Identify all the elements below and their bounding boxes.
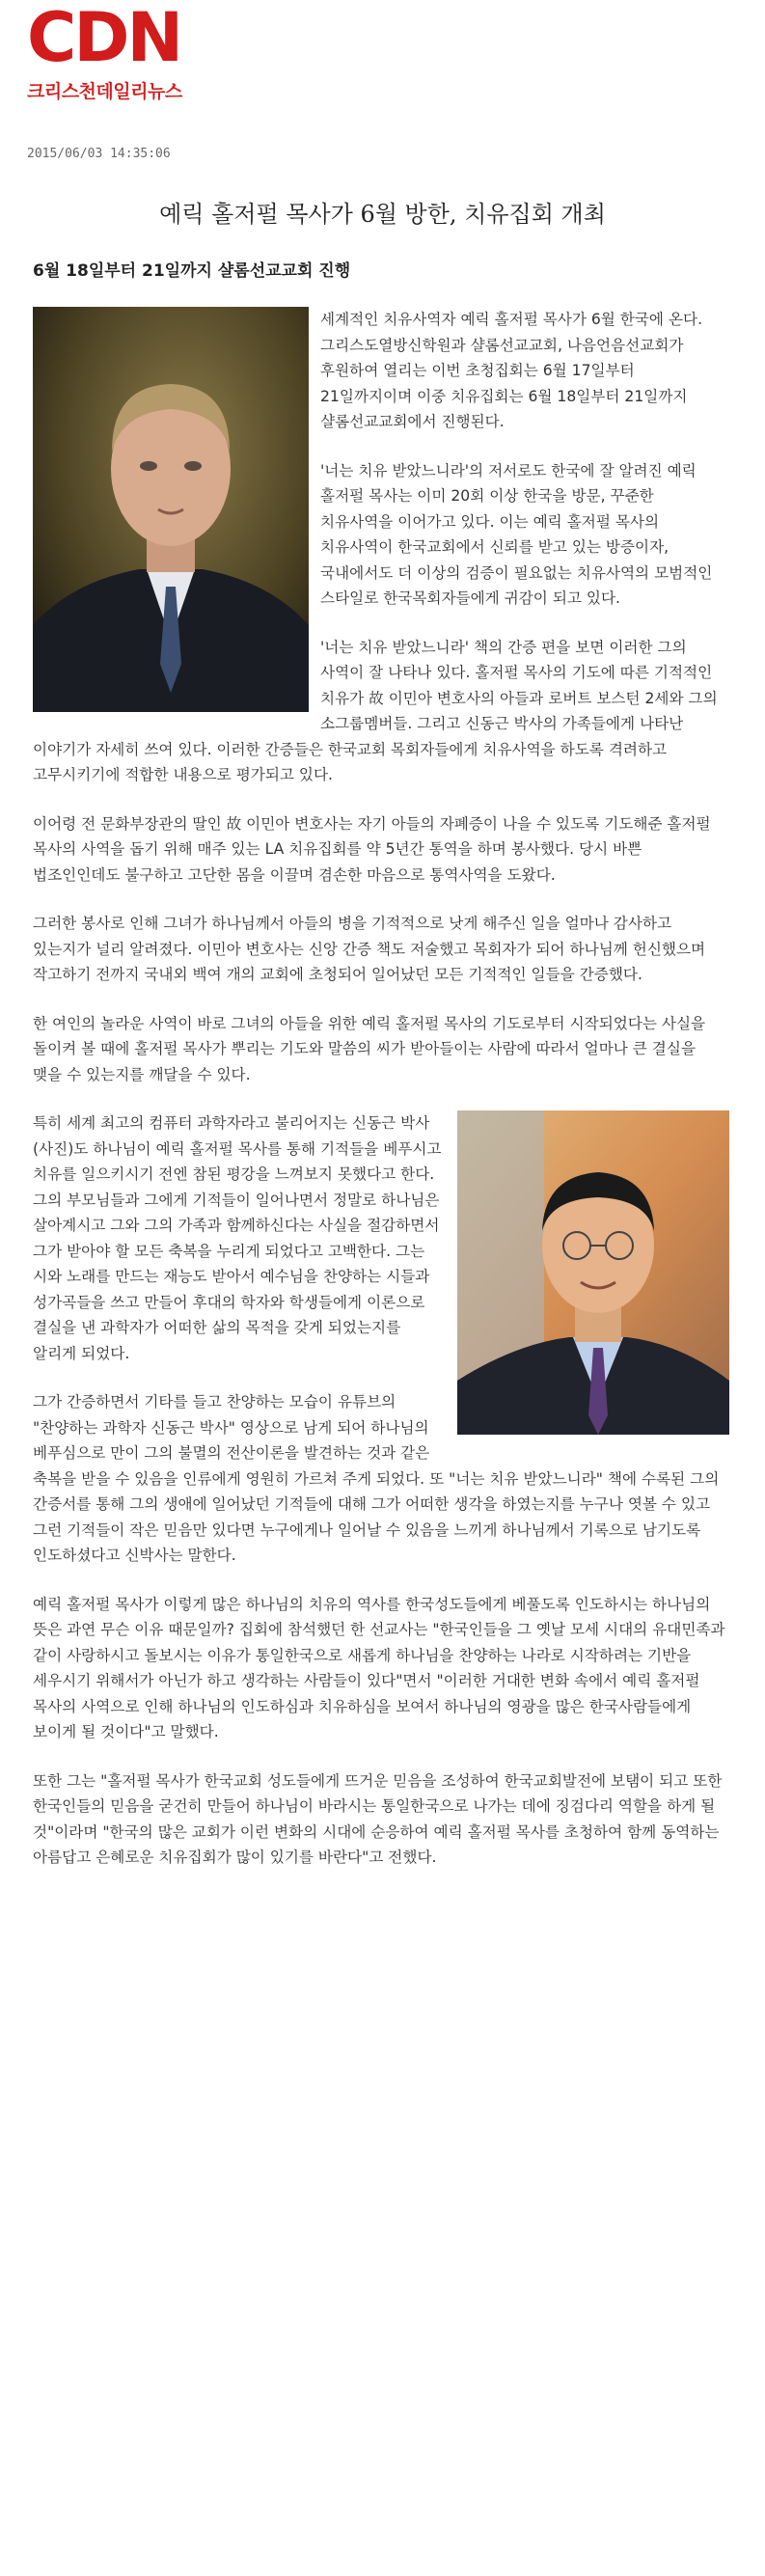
- article-date: 2015/06/03 14:35:06: [27, 147, 171, 161]
- paragraph-8: 그가 간증하면서 기타를 들고 찬양하는 모습이 유튜브의 "찬양하는 과학자 신동근 박사" 영상으로 남게 되어 하나님의 베푸심으로 만이 그의 불멸의 전산이론을 발견하는 것과 같은 축복을 받을 수 있음을 인류에게 영원히 가르쳐 주게 되었다. 또 "너는 치유 받았느니라" 책에 수록된 그의 간증서를 통해 그의 생애에 일어났던 기적들에 대해 그가 어떠한 생각을 하였는지를 누구나 엿볼 수 있고 그런 기적들이 작은 믿음만 있다면 누구에게나 일어날 수 있음을 느끼게 하나님께서 기록으로 남기도록 인도하셨다고 신박사는 말한다.: [33, 1393, 720, 1564]
- article-subhead: 6월 18일부터 21일까지 샬롬선교교회 진행: [33, 261, 351, 281]
- pastor-photo: [33, 307, 309, 712]
- paragraph-9: 예릭 홀저펄 목사가 이렇게 많은 하나님의 치유의 역사를 한국성도들에게 베풀도록 인도하시는 하나님의 뜻은 과연 무슨 이유 때문일까? 집회에 참석했던 한 선교사는 "한국인들을 그 옛날 모세 시대의 유대민족과 같이 사랑하시고 돌보시는 이유가 통일한국으로 새롭게 하나님을 찬양하는 나라로 시작하려는 기반을 세우시기 위해서가 아닌가 하고 생각하는 사람들이 있다"면서 "이러한 거대한 변화 속에서 예릭 홀저펄 목사의 사역으로 인해 하나님의 인도하심과 치유하심을 보여서 하나님의 영광을 많은 한국사람들에게 보이게 될 것이다"고 말했다.: [33, 1595, 725, 1740]
- paragraph-5: 그러한 봉사로 인해 그녀가 하나님께서 아들의 병을 기적적으로 낫게 해주신 일을 얼마나 감사하고 있는지가 널리 알려졌다. 이민아 변호사는 신앙 간증 책도 저술했고 목회자가 되어 하나님께 헌신했으며 작고하기 전까지 국내외 백여 개의 교회에 초청되어 일어났던 모든 기적적인 일들을 간증했다.: [33, 915, 706, 983]
- paragraph-10: 또한 그는 "홀저펄 목사가 한국교회 성도들에게 뜨거운 믿음을 조성하여 한국교회발전에 보탬이 되고 또한 한국인들의 믿음을 굳건히 만들어 하나님이 바라시는 통일한국으로 나가는 데에 징검다리 역할을 하게 될 것"이라며 "한국의 많은 교회가 이런 변화의 시대에 순응하여 예릭 홀저펄 목사를 초청하여 함께 동역하는 아름답고 은혜로운 치유집회가 많이 있기를 바란다"고 전했다.: [33, 1771, 723, 1866]
- paragraph-2: '너는 치유 받았느니라'의 저서로도 한국에 잘 알려진 예릭 홀저펄 목사는 이미 20회 이상 한국을 방문, 꾸준한 치유사역을 이어가고 있다. 이는 예릭 홀저펄 목사의 치유사역이 한국교회에서 신뢰를 받고 있는 방증이자, 국내에서도 더 이상의 검증이 필요없는 치유사역의 모범적인 스타일로 한국목회자들에게 귀감이 되고 있다.: [320, 461, 713, 607]
- dr-shin-photo: [457, 1110, 729, 1435]
- site-logo[interactable]: [27, 0, 182, 103]
- article-body: [33, 307, 729, 1894]
- paragraph-6: 한 여인의 놀라운 사역이 바로 그녀의 아들을 위한 예릭 홀저펄 목사의 기도로부터 시작되었다는 사실을 돌이켜 볼 때에 홀저펄 목사가 뿌리는 기도와 말씀의 씨가 받아들이는 사람에 따라서 얼마나 큰 결실을 맺을 수 있는지를 깨달을 수 있다.: [33, 1014, 706, 1083]
- paragraph-7: 특히 세계 최고의 컴퓨터 과학자라고 불리어지는 신동근 박사(사진)도 하나님이 예릭 홀저펄 목사를 통해 기적들을 베푸시고 치유를 일으키시기 전엔 참된 평강을 느껴보지 못했다고 한다. 그의 부모님들과 그에게 기적들이 일어나면서 정말로 하나님은 살아계시고 그와 그의 가족과 함께하신다는 사실을 절감하면서 그가 받아야 할 모든 축복을 누리게 되었다고 고백한다. 그는 시와 노래를 만드는 재능도 받아서 예수님을 찬양하는 시들과 성가곡들을 쓰고 만들어 후대의 학자와 학생들에게 이론으로 결실을 낸 과학자가 어떠한 삶의 목적을 갖게 되었는지를 알리게 되었다.: [33, 1114, 442, 1362]
- paragraph-4: 이어령 전 문화부장관의 딸인 故 이민아 변호사는 자기 아들의 자폐증이 나을 수 있도록 기도해준 홀저펄 목사의 사역을 돕기 위해 매주 있는 LA 치유집회를 약 5년간 통역을 하며 봉사했다. 당시 바쁜 법조인인데도 불구하고 고단한 몸을 이끌며 겸손한 마음으로 통역사역을 도왔다.: [33, 814, 711, 884]
- article-headline: 예릭 홀저펄 목사가 6월 방한, 치유집회 개최: [159, 201, 606, 228]
- logo-brand: CDN: [27, 0, 181, 77]
- paragraph-1: 세계적인 치유사역자 예릭 홀저펄 목사가 6월 한국에 온다. 그리스도열방신학원과 샬롬선교교회, 나음언음선교회가 후원하여 열리는 이번 초청집회는 6월 17일부터 21일까지이며 이중 치유집회는 6월 18일부터 21일까지 샬롬선교교회에서 진행된다.: [320, 311, 703, 430]
- paragraph-3: '너는 치유 받았느니라' 책의 간증 편을 보면 이러한 그의 사역이 잘 나타나 있다. 홀저펄 목사의 기도에 따른 기적적인 치유가 故 이민아 변호사의 아들과 로버트 보스턴 2세와 그의 소그룹멤버들. 그리고 신동근 박사의 가족들에게 나타난 이야기가 자세히 쓰여 있다. 이러한 간증들은 한국교회 목회자들에게 치유사역을 하도록 격려하고 고무시키기에 적합한 내용으로 평가되고 있다.: [33, 638, 718, 783]
- logo-name: 크리스천데일리뉴스: [27, 81, 182, 102]
